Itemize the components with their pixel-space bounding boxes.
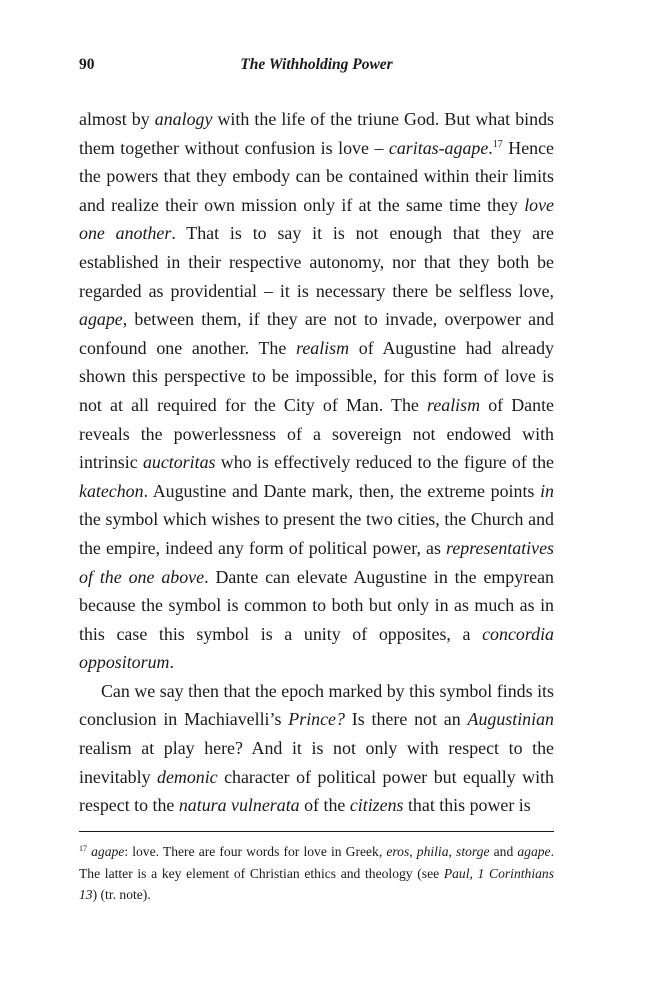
- italic-run: eros: [386, 844, 410, 859]
- running-title: The Withholding Power: [240, 56, 393, 73]
- page-number: 90: [79, 56, 95, 73]
- text-run: that this power is: [403, 795, 531, 816]
- text-run: .: [488, 137, 493, 158]
- italic-run: caritas-agape: [388, 137, 489, 158]
- italic-run: realism: [296, 337, 350, 358]
- paragraph-1: [79, 105, 554, 677]
- footnote-number: 17: [79, 844, 87, 853]
- italic-run: concordia oppositorum: [79, 623, 554, 673]
- text-run: almost by: [79, 109, 155, 129]
- text-run: of Dante reveals the powerlessness of a sovereign not endowed with intrinsic: [79, 394, 554, 473]
- text-run: Hence the powers that they embody can be contained within their limits and realize their own mission only if at the same time they: [79, 137, 554, 215]
- italic-run: analogy: [154, 109, 213, 129]
- italic-run: in: [540, 480, 554, 501]
- text-run: realism at play here? And it is not only with respect to the inevitably: [79, 738, 554, 787]
- italic-run: citizens: [349, 795, 404, 816]
- text-run: : love. There are four words for love in Greek,: [124, 844, 387, 859]
- italic-run: Prince?: [288, 709, 345, 730]
- italic-run: agape: [79, 309, 123, 330]
- italic-run: demonic: [157, 766, 218, 787]
- italic-run: realism: [427, 394, 481, 415]
- italic-run: Paul, 1 Corinthians 13: [79, 865, 554, 902]
- italic-run: storge: [456, 844, 490, 859]
- paragraph-2: [79, 677, 554, 820]
- running-head: [79, 56, 554, 78]
- italic-run: philia: [416, 844, 449, 859]
- text-run: .: [169, 652, 174, 673]
- italic-run: natura vulnerata: [178, 795, 300, 816]
- text-run: . Augustine and Dante mark, then, the extreme points: [143, 480, 541, 501]
- text-run: of the: [299, 795, 350, 816]
- text-run: with the life of the triune God. But what binds them together without confusion is love –: [79, 109, 554, 158]
- text-run: ,: [409, 844, 417, 859]
- text-run: who is effectively reduced to the figure of the: [215, 452, 554, 473]
- text-run: Is there not an: [344, 709, 468, 730]
- text-run: and: [489, 844, 518, 859]
- text-run: , between them, if they are not to invade, overpower and confound one another. The: [79, 309, 554, 358]
- text-run: . That is to say it is not enough that they are established in their respective autonomy, nor that they both be regarded as providential – it is necessary there be selfless love,: [79, 223, 554, 301]
- italic-run: katechon: [79, 480, 144, 501]
- text-run: character of political power but equally with respect to the: [79, 766, 554, 816]
- italic-run: Augustinian: [467, 709, 554, 730]
- text-run: ) (tr. note).: [92, 887, 151, 902]
- body-text: [79, 105, 554, 820]
- text-run: . Dante can elevate Augustine in the empyrean because the symbol is common to both but only in as much as in this case this symbol is a unity of opposites, a: [79, 566, 554, 644]
- text-run: of Augustine had already shown this perspective to be impossible, for this form of love is not at all required for the City of Man. The: [79, 337, 554, 415]
- footnote-reference[interactable]: 17: [492, 138, 503, 150]
- book-page: [79, 0, 554, 997]
- italic-run: representatives of the one above: [79, 537, 554, 587]
- italic-run: agape: [91, 844, 125, 859]
- italic-run: agape: [517, 844, 551, 859]
- text-run: ,: [448, 844, 457, 859]
- italic-run: love one another: [79, 194, 554, 244]
- italic-run: auctoritas: [142, 452, 216, 473]
- text-run: Can we say then that the epoch marked by this symbol finds its conclusion in Machiavelli’s: [79, 680, 554, 730]
- footnote-divider: [79, 831, 554, 832]
- text-run: the symbol which wishes to present the two cities, the Church and the empire, indeed any form of political power, as: [79, 509, 554, 558]
- footnote-17: [79, 841, 554, 906]
- text-run: . The latter is a key element of Christian ethics and theology (see: [79, 844, 554, 881]
